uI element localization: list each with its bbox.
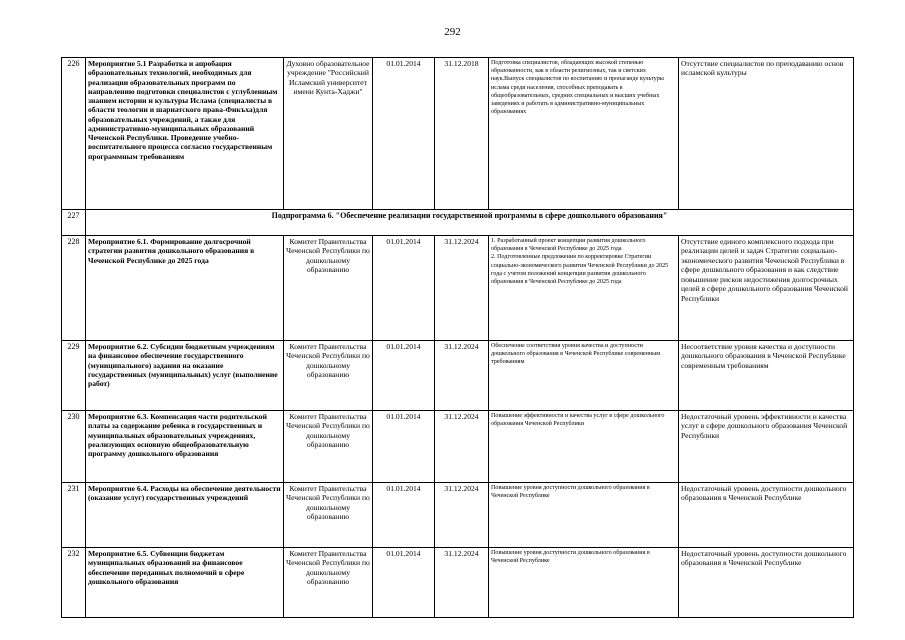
start-date: 01.01.2014 [373,411,435,483]
row-number: 232 [62,548,86,618]
start-date: 01.01.2014 [373,341,435,411]
table-row [62,58,854,210]
expected-result: Повышение уровня доступности дошкольного образования в Чеченской Республике [489,483,679,548]
measure-name: Мероприятие 6.1. Формирование долгосрочной стратегии развития дошкольного образования в Чеченской Республике до 2025 года [86,236,284,341]
start-date: 01.01.2014 [373,548,435,618]
start-date: 01.01.2014 [373,58,435,210]
subprogram-row [62,210,854,236]
executor: Комитет Правительства Чеченской Республики по дошкольному образованию [284,548,373,618]
expected-result: Повышение эффективности и качества услуг в сфере дошкольного образования Чеченской Республики [489,411,679,483]
expected-result: 1. Разработанный проект концепции развития дошкольного образования в Чеченской Республике до 2025 года 2. Подготовленные предложения по корректировке Стратегии социально-экономического развития Чеченской Республики до 2025 года с учетом положений концепции развития дошкольного образования в Чеченской Республике до 2025 года [489,236,679,341]
end-date: 31.12.2024 [435,483,489,548]
end-date: 31.12.2024 [435,548,489,618]
risk-consequence: Недостаточный уровень эффективности и качества услуг в сфере дошкольного образования Чеченской Республики [679,411,854,483]
measure-name: Мероприятие 6.5. Субвенции бюджетам муниципальных образований на финансовое обеспечение переданных полномочий в сфере дошкольного образования [86,548,284,618]
risk-consequence: Отсутствие единого комплексного подхода при реализации целей и задач Стратегии социально-экономического развития Чеченской Республики в сфере дошкольного образования и как следствие повышение рисков недостижения долгосрочных целей в сфере дошкольного образования Чеченской Республики [679,236,854,341]
executor: Комитет Правительства Чеченской Республики по дошкольному образованию [284,341,373,411]
end-date: 31.12.2018 [435,58,489,210]
end-date: 31.12.2024 [435,411,489,483]
table-row [62,548,854,618]
table-row [62,483,854,548]
risk-consequence: Несоответствие уровня качества и доступности дошкольного образования в Чеченской Республике современным требованиям [679,341,854,411]
subprogram-title: Подпрограмма 6. "Обеспечение реализации государственной программы в сфере дошкольного образования" [86,210,854,236]
start-date: 01.01.2014 [373,236,435,341]
end-date: 31.12.2024 [435,236,489,341]
measure-name: Мероприятие 6.4. Расходы на обеспечение деятельности (оказание услуг) государственных учреждений [86,483,284,548]
row-number: 227 [62,210,86,236]
measure-name: Мероприятие 6.2. Субсидии бюджетным учреждениям на финансовое обеспечение государственного (муниципального) задания на оказание государственных (муниципальных) услуг (выполнение работ) [86,341,284,411]
measure-name: Мероприятие 6.3. Компенсация части родительской платы за содержание ребенка в государственных и муниципальных образовательных учреждениях, реализующих основную общеобразовательную программу дошкольного образования [86,411,284,483]
end-date: 31.12.2024 [435,341,489,411]
expected-result: Обеспечение соответствия уровня качества и доступности дошкольного образования в Чеченской Республике современным требованиям [489,341,679,411]
row-number: 226 [62,58,86,210]
row-number: 230 [62,411,86,483]
executor: Духовно образовательное учреждение "Российский Исламский университет имени Кунта-Хаджи" [284,58,373,210]
table-row [62,236,854,341]
expected-result: Подготовка специалистов, обладающих высокой степенью образованности, как в области религиозных, так и светских наук.Выпуск специалистов по воспитанию и пропаганде культуры ислама среди населения, способных преподавать в общеобразовательных, средних специальных и высших учебных заведениях и работать в административно-муниципальных образованиях [489,58,679,210]
row-number: 229 [62,341,86,411]
measures-table [61,57,854,618]
page-number: 292 [444,26,461,38]
start-date: 01.01.2014 [373,483,435,548]
table-row [62,411,854,483]
row-number: 231 [62,483,86,548]
measure-name: Мероприятие 5.1 Разработка и апробация образовательных технологий, необходимых для реализации образовательных программ по направлению подготовки специалистов с углубленным знанием истории и культуры Ислама (специалисты в области теологии и шариатского права-Фикъха)для образовательных учреждений, а также для административно-муниципальных образований Чеченской Республики. Проведение учебно-воспитательного процесса согласно государственным программным требованиям [86,58,284,210]
expected-result: Повышение уровня доступности дошкольного образования в Чеченской Республике [489,548,679,618]
row-number: 228 [62,236,86,341]
executor: Комитет Правительства Чеченской Республики по дошкольному образованию [284,236,373,341]
risk-consequence: Недостаточный уровень доступности дошкольного образования в Чеченской Республике [679,548,854,618]
executor: Комитет Правительства Чеченской Республики по дошкольному образованию [284,483,373,548]
table-row [62,341,854,411]
executor: Комитет Правительства Чеченской Республики по дошкольному образованию [284,411,373,483]
risk-consequence: Недостаточный уровень доступности дошкольного образования в Чеченской Республике [679,483,854,548]
risk-consequence: Отсутствие специалистов по преподаванию основ исламской культуры [679,58,854,210]
